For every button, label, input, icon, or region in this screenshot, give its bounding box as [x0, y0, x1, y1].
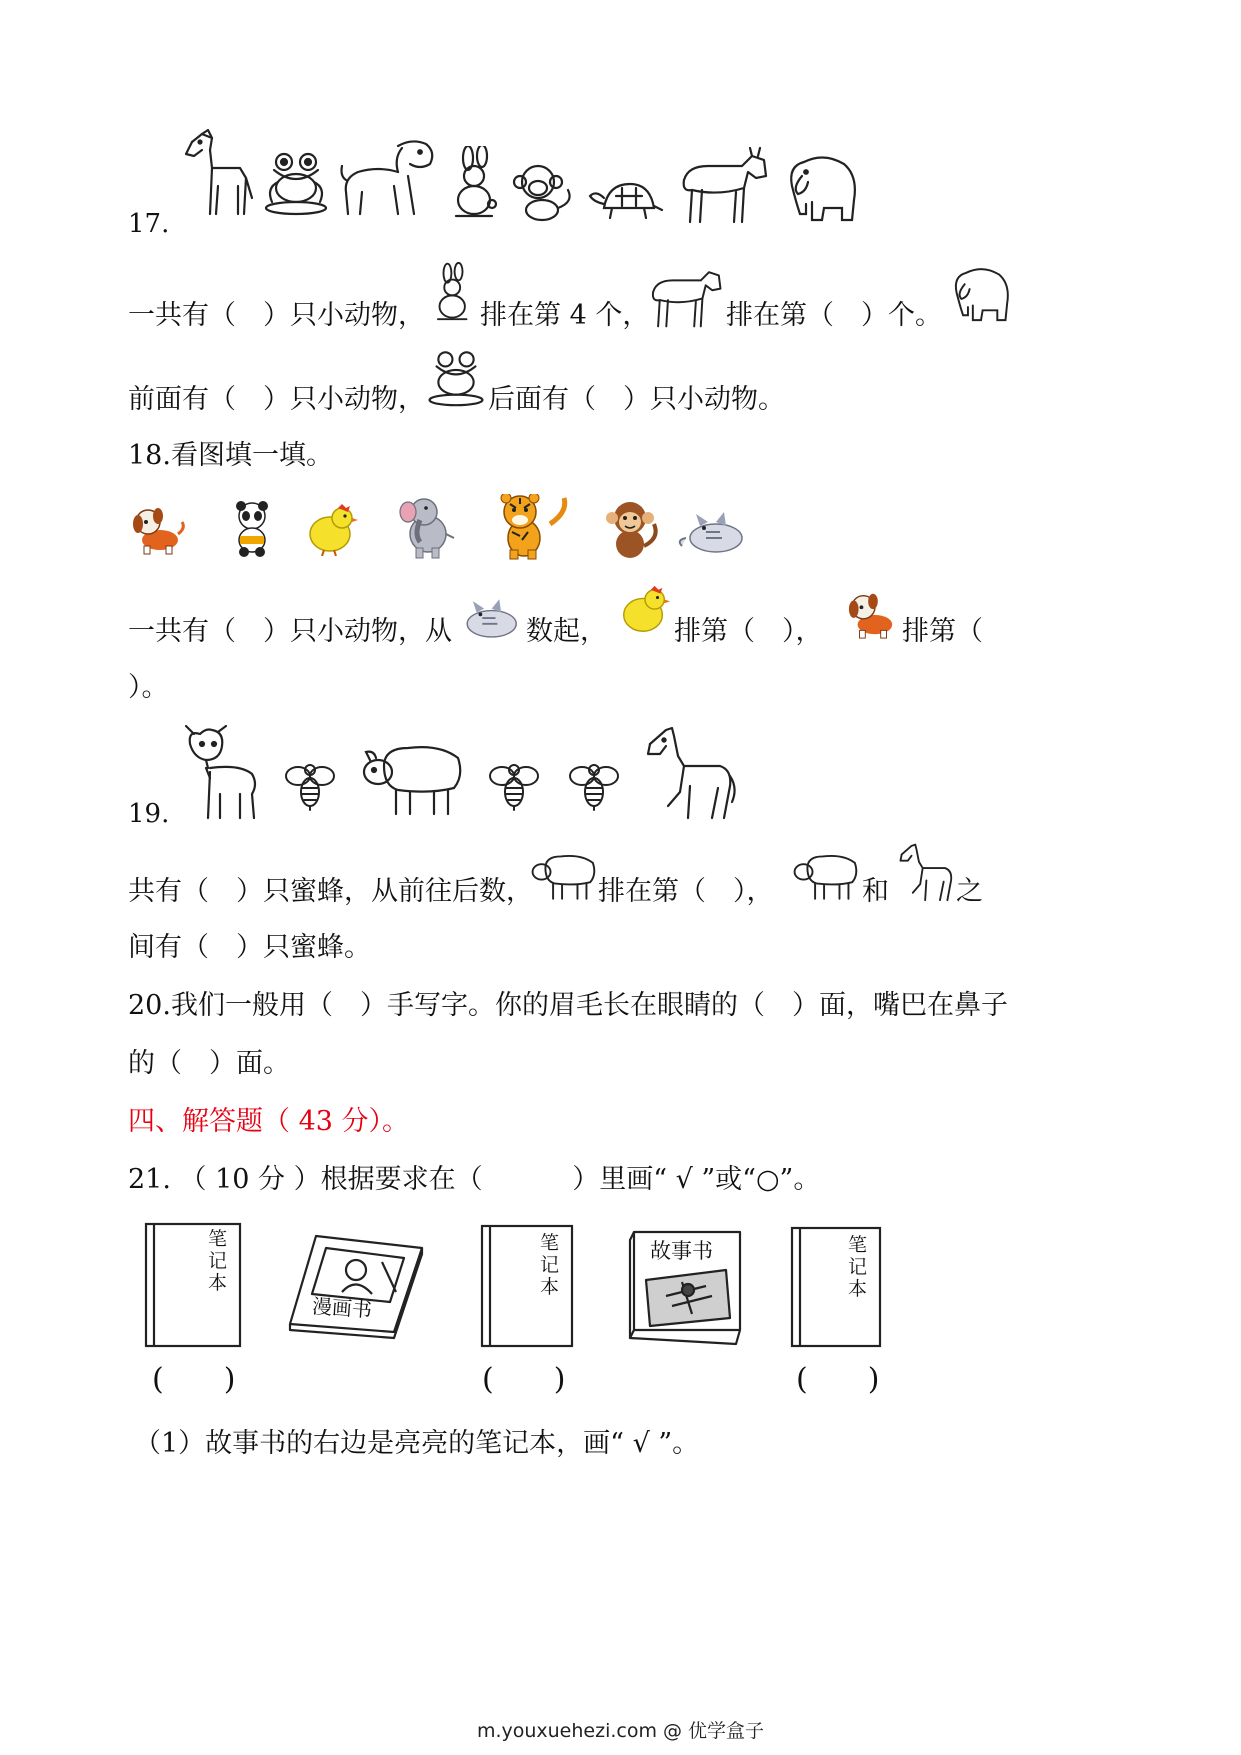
sheep-icon [530, 852, 598, 902]
q18-line2: ）。 [128, 672, 169, 703]
section-title: 四、解答题（ 43 分）。 [128, 1106, 410, 1137]
cat-icon [454, 598, 520, 642]
panda-icon [232, 500, 272, 558]
q21-title: 21. （ 10 分 ）根据要求在（ ）里画“ √ ”或“○”。 [128, 1164, 821, 1195]
q17-line1-part2: 排在第 4 个， [480, 300, 650, 331]
footer-watermark[interactable]: m.youxuehezi.com @ 优学盒子 [476, 1720, 765, 1742]
sheep-icon [792, 852, 860, 902]
monkey-icon [604, 498, 660, 560]
bee-icon [566, 760, 622, 812]
frog-icon [262, 148, 330, 216]
q19-line1-part4: 之 [956, 876, 983, 907]
q21-sub1: （1）故事书的右边是亮亮的笔记本，画“ √ ”。 [134, 1428, 700, 1459]
donkey-icon [678, 146, 770, 224]
answer-bracket-3[interactable]: ( ) [796, 1362, 880, 1397]
q17-line2-part1: 前面有（ ）只小动物， [128, 384, 425, 415]
cat-icon [676, 512, 746, 556]
horse-icon [182, 128, 254, 220]
elephant-icon [784, 152, 860, 224]
chick-icon [302, 504, 360, 556]
frog-icon [426, 346, 486, 408]
book-label-notebook: 笔记本 [848, 1234, 868, 1300]
answer-bracket-2[interactable]: ( ) [482, 1362, 566, 1397]
monkey-icon [512, 160, 576, 222]
rabbit-icon [430, 262, 476, 324]
bee-icon [282, 760, 338, 812]
q17-number: 17. [128, 209, 170, 239]
goat-icon [180, 724, 260, 822]
book-label-notebook: 笔记本 [208, 1228, 228, 1294]
q19-line1-part1: 共有（ ）只蜜蜂，从前往后数， [128, 876, 533, 907]
q18-line1-part3: 排第（ ）， [674, 616, 823, 647]
horse-icon [898, 842, 956, 904]
q20-line2: 的（ ）面。 [128, 1048, 290, 1079]
dog-icon [338, 136, 438, 218]
book-label-notebook: 笔记本 [540, 1232, 560, 1298]
q17-line1-part3: 排在第（ ）个。 [726, 300, 942, 331]
book-label-comic: 漫画书 [311, 1293, 373, 1323]
dog-icon [846, 588, 900, 640]
q19-number: 19. [128, 799, 170, 829]
tiger-icon [494, 494, 570, 560]
q17-line2-part2: 后面有（ ）只小动物。 [488, 384, 785, 415]
q17-line1-part1: 一共有（ ）只小动物， [128, 300, 425, 331]
q19-line2: 间有（ ）只蜜蜂。 [128, 932, 371, 963]
rabbit-icon [446, 146, 504, 220]
q18-title: 18.看图填一填。 [128, 440, 333, 471]
q18-line1-part1: 一共有（ ）只小动物，从 [128, 616, 452, 647]
q18-line1-part4: 排第（ [902, 616, 983, 647]
bee-icon [486, 760, 542, 812]
q18-line1-part2: 数起， [526, 616, 607, 647]
chick-icon [616, 584, 672, 638]
donkey-icon [648, 264, 724, 328]
q19-line1-part2: 排在第（ ）， [598, 876, 774, 907]
elephant-icon [950, 264, 1012, 324]
answer-bracket-1[interactable]: ( ) [152, 1362, 236, 1397]
sheep-icon [360, 742, 466, 818]
turtle-icon [586, 178, 664, 220]
comic-book-icon [286, 1232, 426, 1340]
horse-icon [644, 726, 738, 822]
book-label-storybook: 故事书 [650, 1239, 713, 1263]
dog-icon [130, 502, 186, 556]
q20-line1: 20.我们一般用（ ）手写字。你的眉毛长在眼睛的（ ）面，嘴巴在鼻子 [128, 990, 1008, 1021]
q19-line1-part3: 和 [862, 876, 889, 907]
elephant-icon [398, 494, 456, 560]
